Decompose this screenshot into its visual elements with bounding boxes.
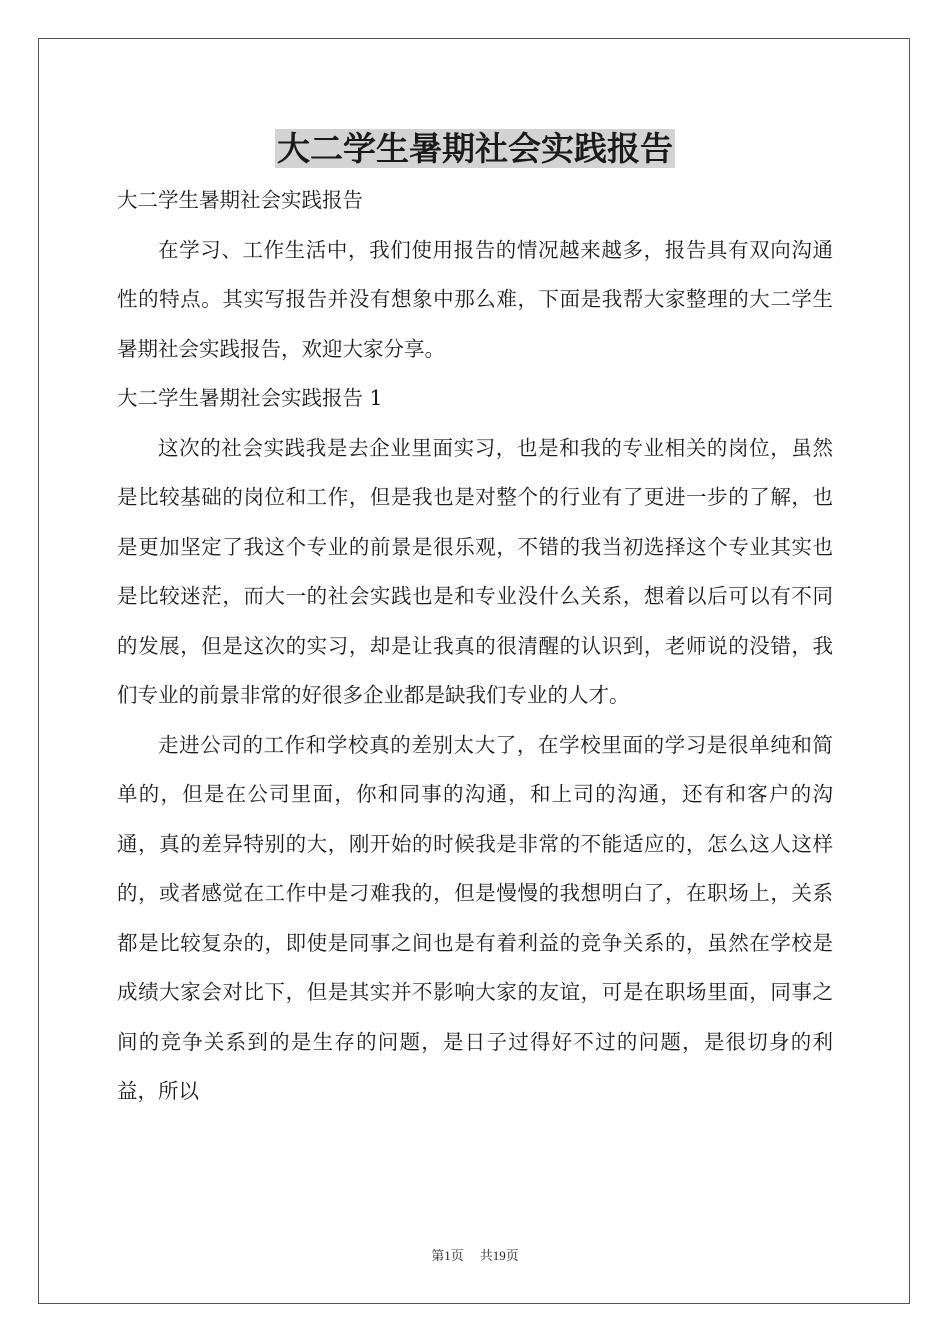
paragraph-intro: 在学习、工作生活中，我们使用报告的情况越来越多，报告具有双向沟通性的特点。其实写报告并没有想象中那么难，下面是我帮大家整理的大二学生暑期社会实践报告，欢迎大家分享。: [117, 237, 833, 361]
paragraph-section-heading: 大二学生暑期社会实践报告 1: [117, 386, 383, 410]
page-total: 共19页: [479, 1248, 519, 1263]
document-body: [117, 176, 833, 1117]
document-title: [0, 127, 950, 171]
paragraph-body: 这次的社会实践我是去企业里面实习，也是和我的专业相关的岗位，虽然是比较基础的岗位和工作，但是我也是对整个的行业有了更进一步的了解，也是更加坚定了我这个专业的前景是很乐观，不错的我当初选择这个专业其实也是比较迷茫，而大一的社会实践也是和专业没什么关系，想着以后可以有不同的发展，但是这次的实习，却是让我真的很清醒的认识到，老师说的没错，我们专业的前景非常的好很多企业都是缺我们专业的人才。: [117, 435, 833, 707]
document-title-text: 大二学生暑期社会实践报告: [277, 129, 673, 168]
page-footer: [0, 1247, 950, 1265]
paragraph-body: 走进公司的工作和学校真的差别太大了，在学校里面的学习是很单纯和简单的，但是在公司里面，你和同事的沟通，和上司的沟通，还有和客户的沟通，真的差异特别的大，刚开始的时候我是非常的不能适应的，怎么这人这样的，或者感觉在工作中是刁难我的，但是慢慢的我想明白了，在职场上，关系都是比较复杂的，即使是同事之间也是有着利益的竞争关系的，虽然在学校是成绩大家会对比下，但是其实并不影响大家的友谊，可是在职场里面，同事之间的竞争关系到的是生存的问题，是日子过得好不过的问题，是很切身的利益，所以: [117, 732, 833, 1103]
page-number: 第1页: [431, 1248, 464, 1263]
paragraph-subtitle: 大二学生暑期社会实践报告: [117, 188, 363, 212]
